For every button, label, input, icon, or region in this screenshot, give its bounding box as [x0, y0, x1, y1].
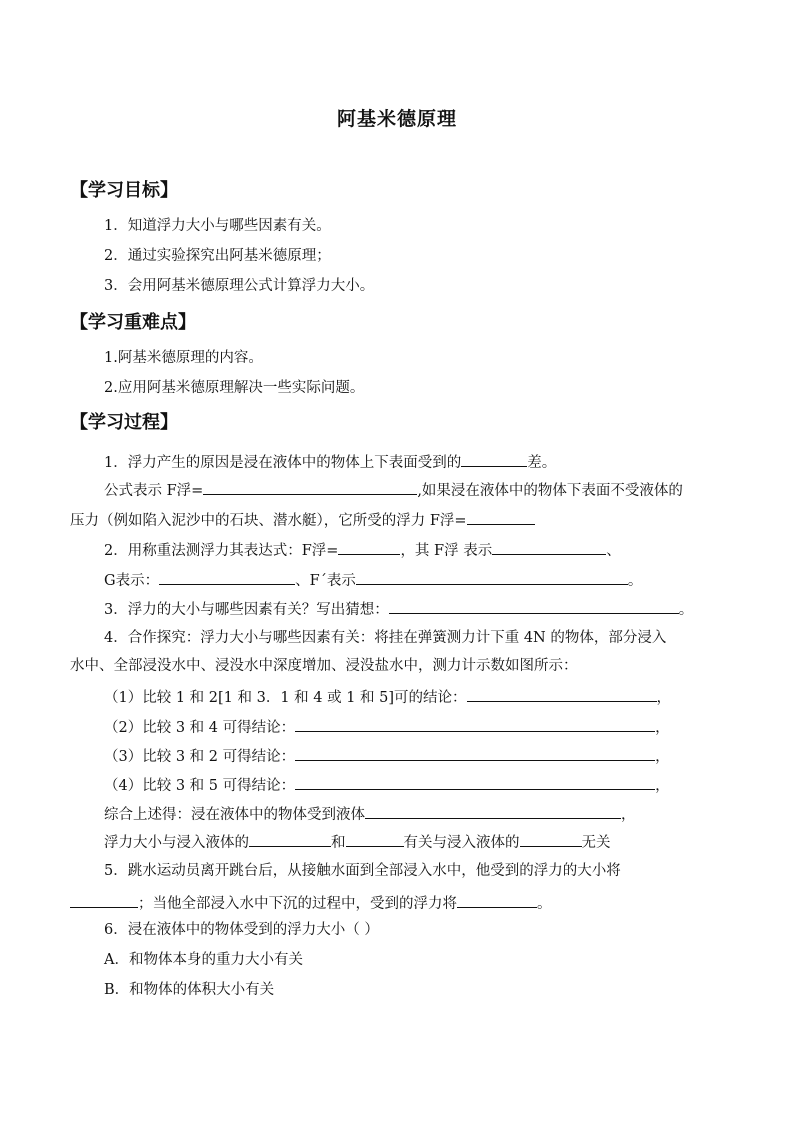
- question-1-pressure: [70, 509, 535, 531]
- key-point-1: 1.阿基米德原理的内容。: [104, 350, 263, 366]
- compare-item-4: [104, 774, 670, 796]
- goal-item-3: 3．会用阿基米德原理公式计算浮力大小。: [104, 278, 375, 294]
- question-2b-mid: 、F´表示: [295, 573, 356, 589]
- formula-text: 公式表示 F浮=: [104, 483, 204, 499]
- answer-blank[interactable]: [461, 451, 527, 467]
- question-2b-tail: 。: [627, 573, 643, 589]
- answer-blank[interactable]: [203, 479, 417, 495]
- answer-blank[interactable]: [492, 539, 606, 555]
- answer-blank[interactable]: [467, 686, 657, 702]
- question-5b-text: ；当他全部浸入水中下沉的过程中，受到的浮力将: [138, 896, 457, 912]
- question-5: 5．跳水运动员离开跳台后，从接触水面到全部浸入水中，他受到的浮力的大小将: [104, 863, 621, 879]
- answer-blank[interactable]: [520, 831, 582, 847]
- question-2b-text: G表示：: [104, 573, 160, 589]
- summary-line: [104, 803, 636, 825]
- question-1-formula: [104, 479, 683, 501]
- answer-blank[interactable]: [70, 892, 138, 908]
- option-b: B．和物体的体积大小有关: [104, 982, 275, 998]
- key-point-2: 2.应用阿基米德原理解决一些实际问题。: [104, 380, 365, 396]
- answer-blank[interactable]: [365, 803, 621, 819]
- section-heading-key-points: 【学习重难点】: [70, 312, 196, 333]
- answer-blank[interactable]: [295, 716, 655, 732]
- compare-tail: ，: [655, 778, 670, 794]
- question-1-text: 1．浮力产生的原因是浸在液体中的物体上下表面受到的: [104, 455, 462, 471]
- compare-text: （2）比较 3 和 4 可得结论：: [104, 720, 296, 736]
- section-heading-goals: 【学习目标】: [70, 180, 178, 201]
- formula-tail: ,如果浸在液体中的物体下表面不受液体的: [417, 483, 683, 499]
- question-1-tail: 差。: [527, 455, 557, 471]
- question-4-b: 水中、全部浸没水中、浸没水中深度增加、浸没盐水中，测力计示数如图所示：: [70, 658, 578, 674]
- answer-blank[interactable]: [295, 745, 655, 761]
- question-2-text: 2．用称重法测浮力其表达式：F浮=: [104, 543, 339, 559]
- answer-blank[interactable]: [467, 509, 535, 525]
- summary2-mid: 有关与浸入液体的: [403, 835, 520, 851]
- page-title: 阿基米德原理: [336, 108, 457, 130]
- answer-blank[interactable]: [159, 569, 295, 585]
- question-6: 6．浸在液体中的物体受到的浮力大小（ ）: [104, 922, 379, 938]
- question-2-b: [104, 569, 642, 591]
- compare-tail: ，: [655, 720, 670, 736]
- compare-text: （3）比较 3 和 2 可得结论：: [104, 749, 296, 765]
- question-5-b: [70, 892, 552, 914]
- compare-item-1: [104, 686, 671, 708]
- answer-blank[interactable]: [389, 598, 679, 614]
- goal-item-1: 1．知道浮力大小与哪些因素有关。: [104, 218, 331, 234]
- summary2-and: 和: [331, 835, 346, 851]
- question-3: [104, 598, 693, 620]
- summary2-tail: 无关: [581, 835, 611, 851]
- compare-item-2: [104, 716, 670, 738]
- compare-text: （4）比较 3 和 5 可得结论：: [104, 778, 296, 794]
- compare-tail: ，: [655, 749, 670, 765]
- answer-blank[interactable]: [457, 892, 537, 908]
- answer-blank[interactable]: [295, 774, 655, 790]
- question-2-mid: ，其 F浮 表示: [400, 543, 493, 559]
- summary-tail: ，: [621, 807, 636, 823]
- option-a: A．和物体本身的重力大小有关: [104, 952, 303, 968]
- summary-line-2: [104, 831, 611, 853]
- answer-blank[interactable]: [338, 539, 400, 555]
- question-4: 4．合作探究：浮力大小与哪些因素有关：将挂在弹簧测力计下重 4N 的物体，部分浸入: [104, 630, 667, 646]
- question-3-text: 3．浮力的大小与哪些因素有关？写出猜想：: [104, 602, 389, 618]
- compare-item-3: [104, 745, 670, 767]
- pressure-text: 压力（例如陷入泥沙中的石块、潜水艇），它所受的浮力 F浮=: [70, 513, 467, 529]
- question-2-tail: 、: [606, 543, 621, 559]
- goal-item-2: 2．通过实验探究出阿基米德原理；: [104, 248, 331, 264]
- answer-blank[interactable]: [249, 831, 331, 847]
- question-2: [104, 539, 621, 561]
- question-1: [104, 451, 556, 473]
- question-3-tail: 。: [678, 602, 694, 618]
- summary-text: 综合上述得：浸在液体中的物体受到液体: [104, 807, 365, 823]
- section-heading-process: 【学习过程】: [70, 412, 178, 433]
- compare-text: （1）比较 1 和 2[1 和 3．1 和 4 或 1 和 5]可的结论：: [104, 690, 467, 706]
- summary2-text: 浮力大小与浸入液体的: [104, 835, 249, 851]
- answer-blank[interactable]: [346, 831, 404, 847]
- question-5b-tail: 。: [537, 896, 552, 912]
- answer-blank[interactable]: [356, 569, 628, 585]
- compare-tail: ，: [656, 690, 672, 706]
